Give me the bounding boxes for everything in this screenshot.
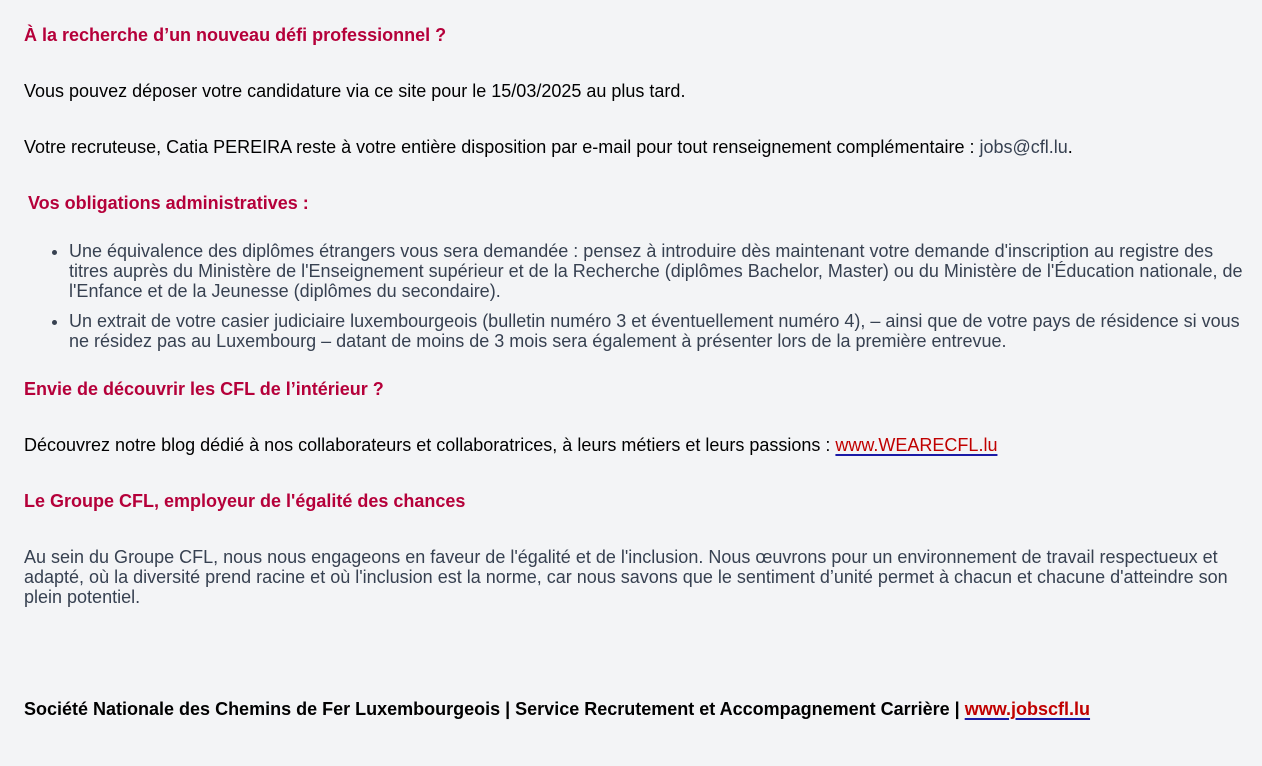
obligations-list bbox=[24, 241, 1244, 361]
recruiter-text-body: Votre recruteuse, Catia PEREIRA reste à votre entière disposition par e-mail pour tout renseignement complémentaire : bbox=[24, 137, 980, 157]
list-item: • Un extrait de votre casier judiciaire luxembourgeois (bulletin numéro 3 et éventuellement numéro 4), – ainsi que de votre pays de résidence si vous ne résidez pas au Luxembourg – datant de moins de 3 mois sera également à présenter lors de la première entrevue. bbox=[69, 311, 1244, 351]
blog-link[interactable]: www.WEARECFL.lu bbox=[835, 435, 998, 455]
obligations-heading: Vos obligations administratives : bbox=[28, 193, 309, 213]
footer-text: Société Nationale des Chemins de Fer Luxembourgeois | Service Recrutement et Accompagnement Carrière | bbox=[24, 699, 965, 719]
footer bbox=[24, 698, 1090, 720]
footer-link[interactable]: www.jobscfl.lu bbox=[964, 699, 1091, 719]
blog-text bbox=[24, 435, 1242, 455]
recruiter-text-end: . bbox=[1067, 137, 1073, 157]
equality-heading: Le Groupe CFL, employeur de l'égalité des chances bbox=[24, 491, 466, 511]
recruiter-email[interactable]: jobs@cfl.lu bbox=[979, 137, 1068, 157]
list-item: • Une équivalence des diplômes étrangers vous sera demandée : pensez à introduire dès maintenant votre demande d'inscription au registre des titres auprès du Ministère de l'Enseignement supérieur et de la Recherche (diplômes Bachelor, Master) ou du Ministère de l'Éducation nationale, de l'Enfance et de la Jeunesse (diplômes du secondaire). bbox=[69, 241, 1244, 301]
recruiter-text bbox=[24, 137, 1242, 157]
deadline-text: Vous pouvez déposer votre candidature via ce site pour le 15/03/2025 au plus tard. bbox=[24, 81, 686, 101]
blog-text-body: Découvrez notre blog dédié à nos collaborateurs et collaboratrices, à leurs métiers et leurs passions : bbox=[24, 435, 836, 455]
equality-text: Au sein du Groupe CFL, nous nous engageons en faveur de l'égalité et de l'inclusion. Nous œuvrons pour un environnement de travail respectueux et adapté, où la diversité prend racine et où l'inclusion est la norme, car nous savons que le sentiment d’unité permet à chacun et chacune d'atteindre son plein potentiel. bbox=[24, 547, 1228, 607]
discover-heading: Envie de découvrir les CFL de l’intérieur ? bbox=[24, 379, 384, 399]
intro-heading: À la recherche d’un nouveau défi professionnel ? bbox=[24, 25, 447, 45]
